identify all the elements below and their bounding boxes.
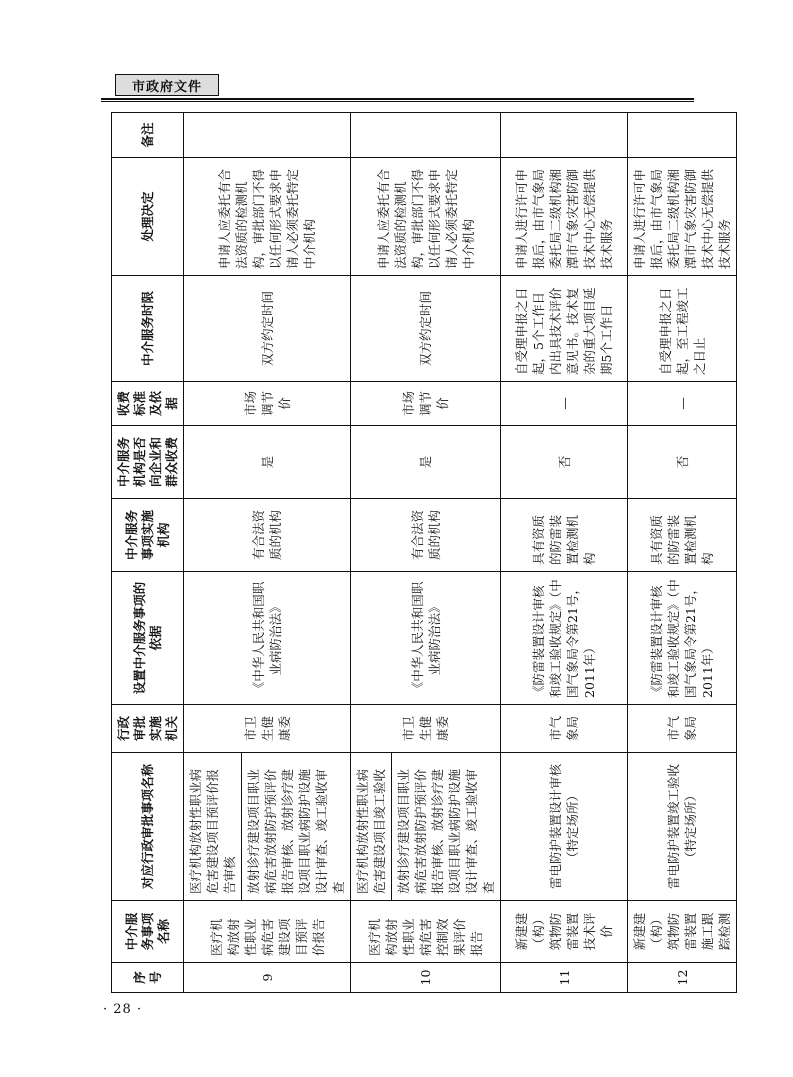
charge-flag: 否 bbox=[628, 426, 737, 499]
service-name: 新建建（构）筑物防雷装置技术评价 bbox=[501, 901, 628, 963]
approval-item-bottom: 放射诊疗建设项目职业病危害放射防护预评价报告审核、放射诊疗建设项目职业病防护设施设计审查、竣工验收审查 bbox=[246, 768, 346, 894]
time-limit: 双方约定时间 bbox=[184, 276, 351, 382]
approval-cell bbox=[351, 753, 501, 901]
table-row bbox=[351, 113, 501, 993]
section-label: 市政府文件 bbox=[131, 79, 202, 95]
time-limit: 自受理申报之日起，至工程竣工之日止 bbox=[628, 276, 737, 382]
approval-item-top: 医疗机构放射性职业病危害建设项目竣工验收 bbox=[351, 753, 392, 900]
authority: 市卫生健康委 bbox=[351, 705, 501, 753]
approval-cell bbox=[184, 753, 351, 901]
page-number: · 28 · bbox=[103, 1002, 143, 1017]
col-header: 中介服务事项名称 bbox=[112, 901, 184, 963]
basis: 《防雷装置设计审核和竣工验收规定》（中国气象局令第21号，2011年） bbox=[501, 572, 628, 705]
table-header-row bbox=[112, 113, 184, 993]
fee-basis: 市场调节价 bbox=[351, 382, 501, 426]
row-number: 9 bbox=[184, 963, 351, 993]
note bbox=[351, 113, 501, 158]
col-header: 中介服务机构是否向企业和群众收费 bbox=[112, 426, 184, 499]
authority: 市卫生健康委 bbox=[184, 705, 351, 753]
approval-item-bottom: 放射诊疗建设项目职业病危害放射防护预评价报告审核、放射诊疗建设项目职业病防护设施设计审查、竣工验收审查 bbox=[396, 768, 496, 894]
implementing-org: 有合法资质的机构 bbox=[184, 499, 351, 572]
col-header: 对应行政审批事项名称 bbox=[112, 753, 184, 901]
implementing-org: 具有资质的防雷装置检测机构 bbox=[501, 499, 628, 572]
row-number: 11 bbox=[501, 963, 628, 993]
charge-flag: 是 bbox=[184, 426, 351, 499]
service-name: 医疗机构放射性职业病危害控制效果评价报告 bbox=[351, 901, 501, 963]
fee-basis: — bbox=[501, 382, 628, 426]
col-header: 中介服务时限 bbox=[112, 276, 184, 382]
basis: 《中华人民共和国职业病防治法》 bbox=[351, 572, 501, 705]
col-header: 中介服务事项实施机构 bbox=[112, 499, 184, 572]
col-header: 备注 bbox=[112, 113, 184, 158]
decision: 申请人进行许可申报后，由市气象局委托局二级机构湘潭市气象灾害防御技术中心无偿提供技术服务 bbox=[628, 158, 737, 276]
service-name: 新建建（构）筑物防雷装置施工跟踪检测 bbox=[628, 901, 737, 963]
basis: 《防雷装置设计审核和竣工验收规定》（中国气象局令第21号，2011年） bbox=[628, 572, 737, 705]
charge-flag: 是 bbox=[351, 426, 501, 499]
time-limit: 自受理申报之日起，5个工作日内出具技术评价意见书。技术复杂的重大项目延期5个工作日 bbox=[501, 276, 628, 382]
col-header: 设置中介服务事项的依据 bbox=[112, 572, 184, 705]
row-number: 12 bbox=[628, 963, 737, 993]
note bbox=[628, 113, 737, 158]
decision: 申请人应委托有合法资质的检测机构，审批部门不得以任何形式要求申请人必须委托特定中介机构 bbox=[351, 158, 501, 276]
decision: 申请人应委托有合法资质的检测机构，审批部门不得以任何形式要求申请人必须委托特定中介机构 bbox=[184, 158, 351, 276]
section-label-box bbox=[115, 74, 219, 96]
col-header: 收费标准及依据 bbox=[112, 382, 184, 426]
decision: 申请人进行许可申报后，由市气象局委托局二级机构湘潭市气象灾害防御技术中心无偿提供技术服务 bbox=[501, 158, 628, 276]
note bbox=[184, 113, 351, 158]
approval-item: 雷电防护装置竣工验收（特定场所） bbox=[628, 753, 737, 901]
note bbox=[501, 113, 628, 158]
row-number: 10 bbox=[351, 963, 501, 993]
charge-flag: 否 bbox=[501, 426, 628, 499]
rotated-table-container bbox=[111, 113, 732, 993]
col-header: 处理决定 bbox=[112, 158, 184, 276]
col-header: 序号 bbox=[112, 963, 184, 993]
table-row bbox=[501, 113, 628, 993]
fee-basis: — bbox=[628, 382, 737, 426]
fee-basis: 市场调节价 bbox=[184, 382, 351, 426]
intermediary-services-table bbox=[111, 112, 737, 993]
header-rule-thick bbox=[101, 98, 694, 100]
basis: 《中华人民共和国职业病防治法》 bbox=[184, 572, 351, 705]
approval-item: 雷电防护装置设计审核（特定场所） bbox=[501, 753, 628, 901]
service-name: 医疗机构放射性职业病危害建设项目预评价报告 bbox=[184, 901, 351, 963]
table-row bbox=[628, 113, 737, 993]
time-limit: 双方约定时间 bbox=[351, 276, 501, 382]
authority: 市气象局 bbox=[501, 705, 628, 753]
header-rule-thin bbox=[101, 101, 694, 102]
col-header: 行政审批实施机关 bbox=[112, 705, 184, 753]
authority: 市气象局 bbox=[628, 705, 737, 753]
implementing-org: 具有资质的防雷装置检测机构 bbox=[628, 499, 737, 572]
approval-item-top: 医疗机构放射性职业病危害建设项目预评价报告审核 bbox=[184, 753, 242, 900]
table-row bbox=[184, 113, 351, 993]
implementing-org: 有合法资质的机构 bbox=[351, 499, 501, 572]
